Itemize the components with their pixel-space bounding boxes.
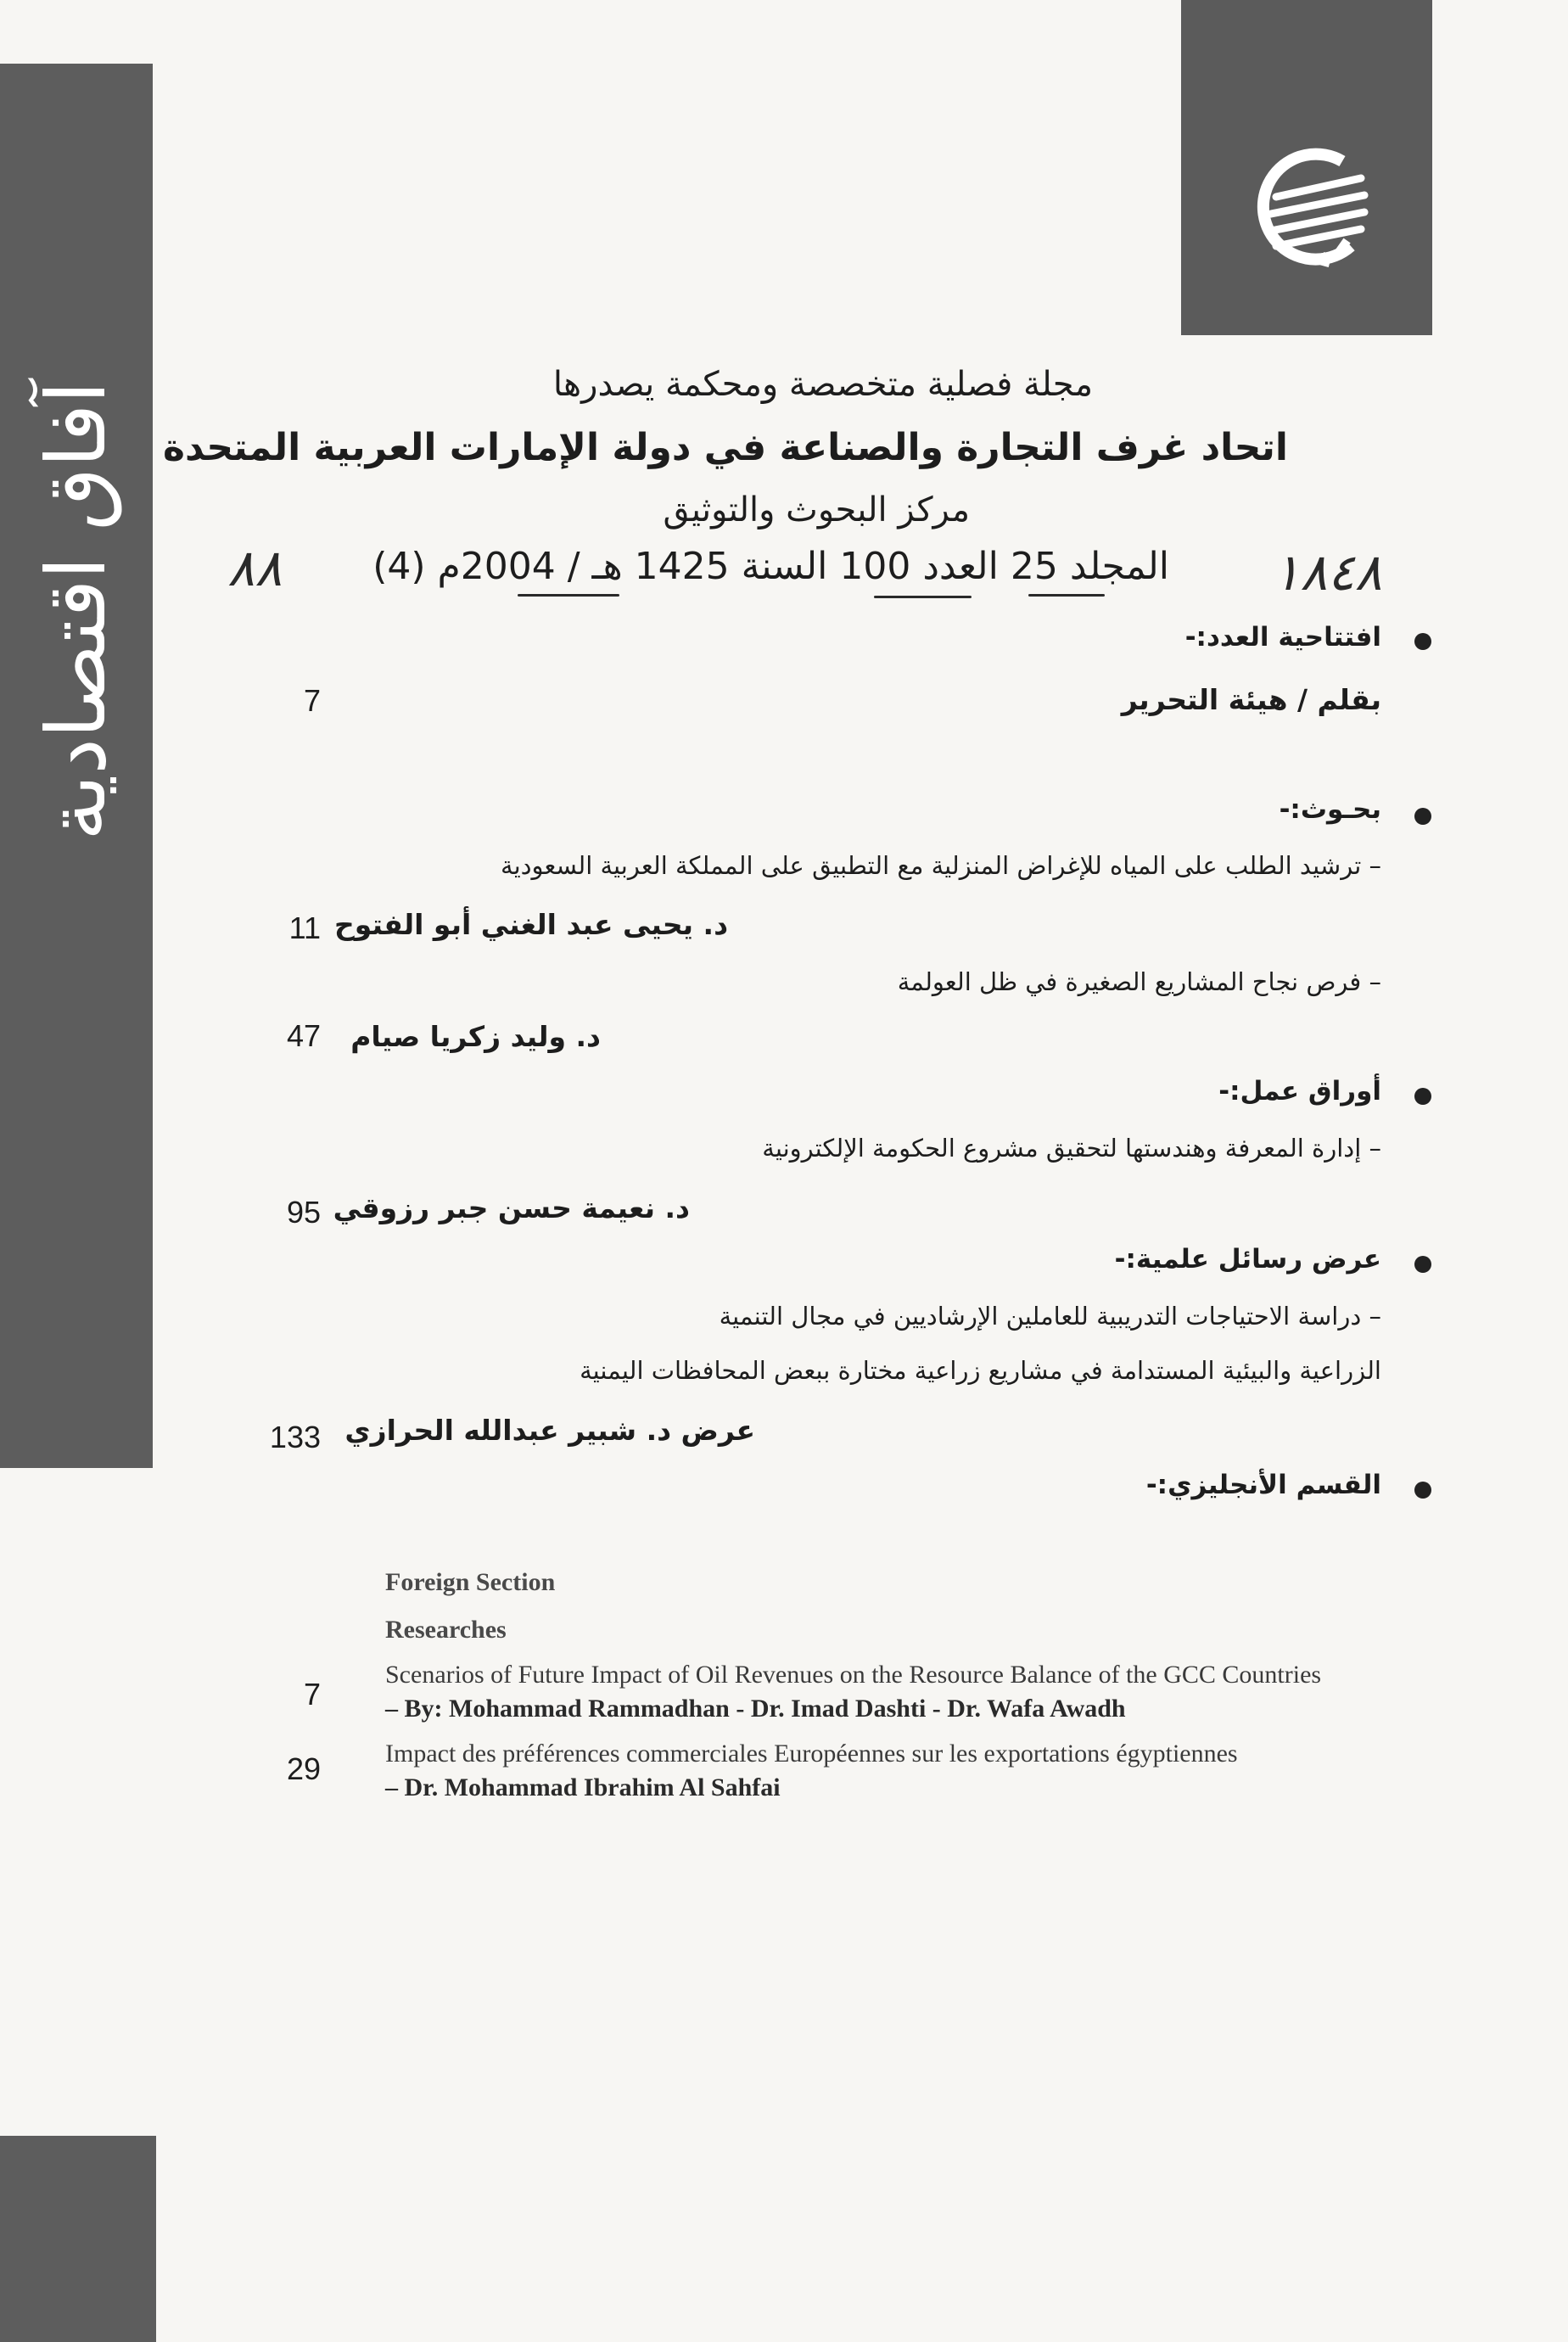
underline-year xyxy=(518,594,619,597)
research-center: مركز البحوث والتوثيق xyxy=(663,490,970,529)
toc-author: د. وليد زكريا صيام xyxy=(350,1020,601,1053)
underline-volume xyxy=(1028,594,1105,597)
handwritten-note-right: ١٨٤٨ xyxy=(1273,543,1382,602)
journal-subtitle: مجلة فصلية متخصصة ومحكمة يصدرها xyxy=(552,365,1093,404)
section-heading-theses: عرض رسائل علمية:- xyxy=(1114,1244,1381,1275)
section-heading-english: القسم الأنجليزي:- xyxy=(1145,1470,1381,1500)
publisher-name: اتحاد غرف التجارة والصناعة في دولة الإمارات العربية المتحدة xyxy=(163,426,1288,469)
toc-entry-title: – دراسة الاحتياجات التدريبية للعاملين الإرشاديين في مجال التنمية xyxy=(719,1302,1381,1331)
page-number: 95 xyxy=(286,1195,321,1230)
sidebar-band-bottom xyxy=(0,2136,156,2342)
bullet-icon xyxy=(1414,1088,1431,1105)
journal-title-text: آفاق اقتصادية xyxy=(29,381,124,841)
toc-author: عرض د. شبير عبدالله الحرازي xyxy=(344,1414,755,1447)
page-number: 47 xyxy=(286,1018,321,1053)
toc-author: د. يحيى عبد الغني أبو الفتوح xyxy=(334,908,728,941)
foreign-researches-label: Researches xyxy=(385,1616,507,1644)
chamber-logo-icon xyxy=(1240,144,1376,280)
issue-line: المجلد 25 العدد 100 السنة 1425 هـ / 2004م (4) xyxy=(372,545,1169,588)
toc-entry-title-cont: الزراعية والبيئية المستدامة في مشاريع زراعية مختارة ببعض المحافظات اليمنية xyxy=(580,1356,1381,1385)
toc-author: د. نعيمة حسن جبر رزوقي xyxy=(333,1191,690,1224)
foreign-entry-authors: – By: Mohammad Rammadhan - Dr. Imad Dashti - Dr. Wafa Awadh xyxy=(385,1695,1126,1723)
toc-entry-title: – إدارة المعرفة وهندستها لتحقيق مشروع الحكومة الإلكترونية xyxy=(762,1134,1381,1163)
toc-entry-title: – فرص نجاح المشاريع الصغيرة في ظل العولمة xyxy=(897,967,1381,996)
bullet-icon xyxy=(1414,808,1431,825)
handwritten-note-left: ٨٨ xyxy=(227,539,283,598)
section-heading-opening: افتتاحية العدد:- xyxy=(1184,622,1381,653)
bullet-icon xyxy=(1414,1482,1431,1499)
logo-block xyxy=(1181,0,1432,335)
page-number: 11 xyxy=(288,910,321,945)
foreign-section-title: Foreign Section xyxy=(385,1568,556,1596)
page-number: 133 xyxy=(269,1420,321,1454)
bullet-icon xyxy=(1414,633,1431,650)
section-heading-papers: أوراق عمل:- xyxy=(1218,1076,1381,1107)
foreign-entry-authors: – Dr. Mohammad Ibrahim Al Sahfai xyxy=(385,1773,781,1801)
page-number: 7 xyxy=(303,1677,321,1712)
foreign-entry-title: Impact des préférences commerciales Européennes sur les exportations égyptiennes xyxy=(385,1740,1238,1768)
page-number: 29 xyxy=(286,1751,321,1786)
underline-issue xyxy=(874,596,972,598)
bullet-icon xyxy=(1414,1256,1431,1273)
section-heading-research: بحـوث:- xyxy=(1279,794,1381,825)
toc-author: بقلم / هيئة التحرير xyxy=(1121,683,1381,716)
foreign-entry-title: Scenarios of Future Impact of Oil Revenues on the Resource Balance of the GCC Countries xyxy=(385,1661,1322,1689)
toc-entry-title: – ترشيد الطلب على المياه للإغراض المنزلية مع التطبيق على المملكة العربية السعودية xyxy=(501,851,1381,880)
page-number: 7 xyxy=(303,683,321,718)
